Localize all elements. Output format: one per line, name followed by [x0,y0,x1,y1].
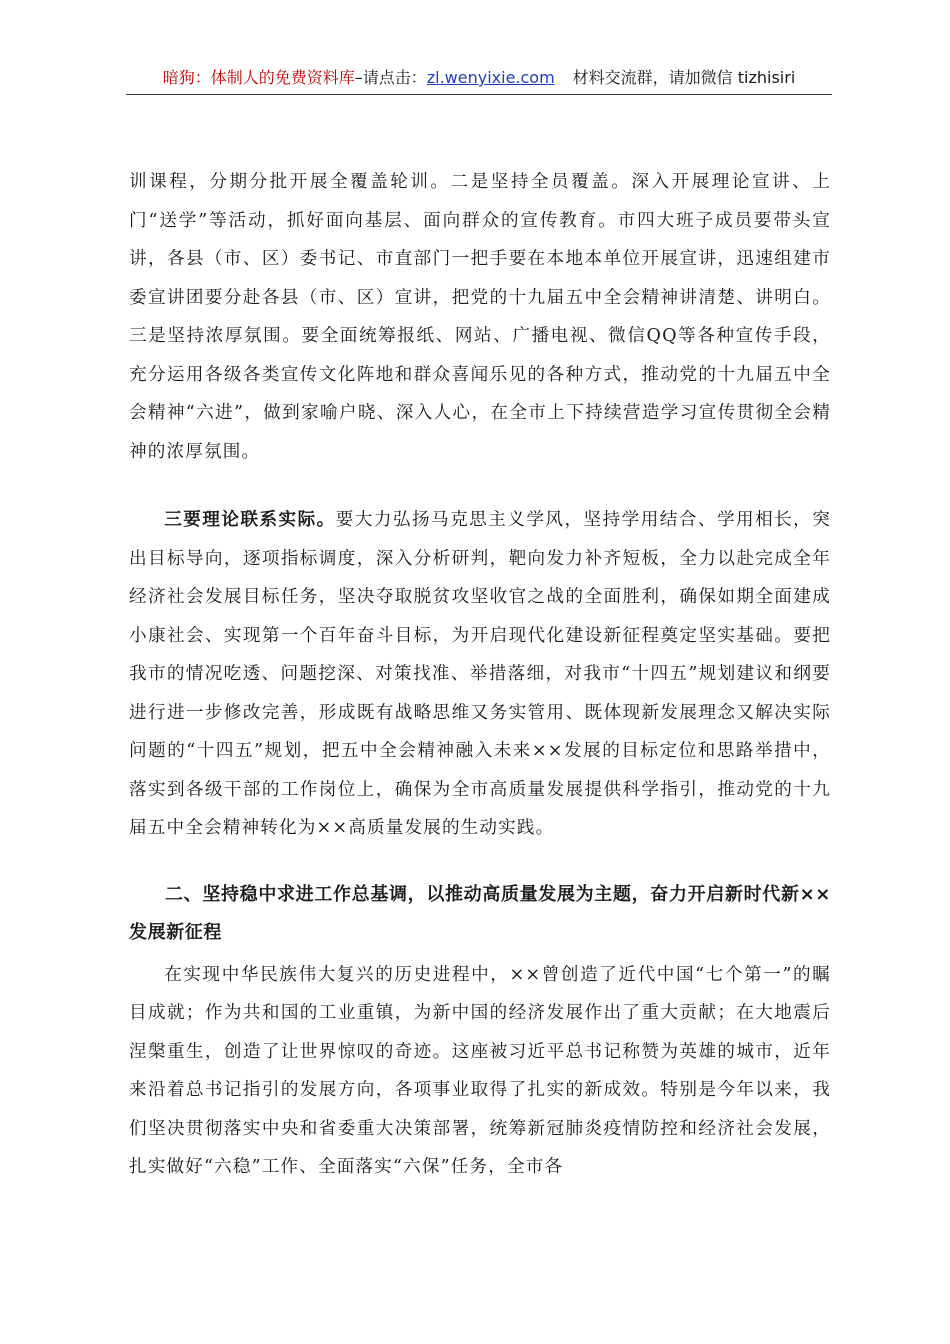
paragraph-training-coverage: 训课程，分期分批开展全覆盖轮训。二是坚持全员覆盖。深入开展理论宣讲、上门“送学”等活动，抓好面向基层、面向群众的宣传教育。市四大班子成员要带头宣讲，各县（市、区）委书记、市直部门一把手要在本地本单位开展宣讲，迅速组建市委宣讲团要分赴各县（市、区）宣讲，把党的十九届五中全会精神讲清楚、讲明白。三是坚持浓厚氛围。要全面统筹报纸、网站、广播电视、微信QQ等各种宣传手段，充分运用各级各类宣传文化阵地和群众喜闻乐见的各种方式，推动党的十九届五中全会精神“六进”，做到家喻户晓、深入人心，在全市上下持续营造学习宣传贯彻全会精神的浓厚氛围。 [129,172,831,462]
header-prompt: –请点击： [354,68,427,87]
header-brand: 暗狗：体制人的免费资料库 [162,68,355,87]
paragraph-body-text: 要大力弘扬马克思主义学风，坚持学用结合、学用相长，突出目标导向，逐项指标调度，深入分析研判，靶向发力补齐短板，全力以赴完成全年经济社会发展目标任务，坚决夺取脱贫攻坚收官之战的全面胜利，确保如期全面建成小康社会、实现第一个百年奋斗目标，为开启现代化建设新征程奠定坚实基础。要把我市的情况吃透、问题挖深、对策找准、举措落细，对我市“十四五”规划建议和纲要进行进一步修改完善，形成既有战略思维又务实管用、既体现新发展理念又解决实际问题的“十四五”规划，把五中全会精神融入未来××发展的目标定位和思路举措中，落实到各级干部的工作岗位上，确保为全市高质量发展提供科学指引，推动党的十九届五中全会精神转化为××高质量发展的生动实践。 [129,510,831,838]
document-body [129,163,831,1187]
section-heading: 二、坚持稳中求进工作总基调，以推动高质量发展为主题，奋力开启新时代新××发展新征程 [129,883,831,943]
paragraph-lead-bold: 三要理论联系实际。 [164,509,336,530]
header-wechat-note: 材料交流群，请加微信 tizhisiri [572,68,796,87]
header-link[interactable]: zl.wenyixie.com [426,68,555,87]
paragraph-history: 在实现中华民族伟大复兴的历史进程中，××曾创造了近代中国“七个第一”的瞩目成就；作为共和国的工业重镇，为新中国的经济发展作出了重大贡献；在大地震后涅槃重生，创造了让世界惊叹的奇迹。这座被习近平总书记称赞为英雄的城市，近年来沿着总书记指引的发展方向，各项事业取得了扎实的新成效。特别是今年以来，我们坚决贯彻落实中央和省委重大决策部署，统筹新冠肺炎疫情防控和经济社会发展，扎实做好“六稳”工作、全面落实“六保”任务，全市各 [129,964,831,1177]
page-header [126,66,832,95]
paragraph-theory-practice [129,501,831,848]
